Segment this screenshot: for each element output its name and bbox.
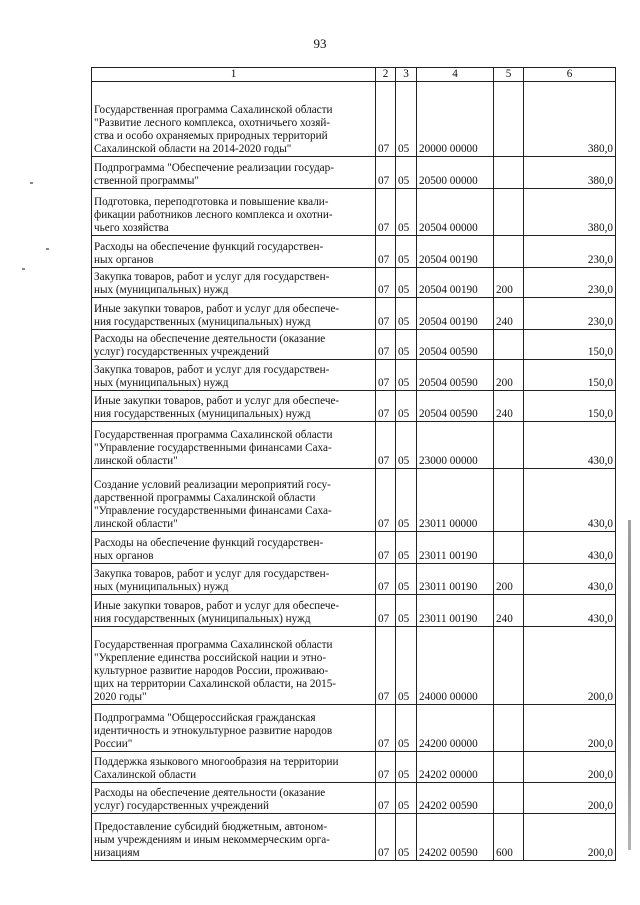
row-name-cell: Государственная программа Сахалинской области "Управление государственными финансами Саха- линской области" xyxy=(92,422,376,469)
row-name-cell: Расходы на обеспечение функций государствен- ных органов xyxy=(92,236,376,268)
row-expense-type-cell xyxy=(494,82,524,157)
row-name-cell: Подпрограмма "Общероссийская гражданская идентичность и этнокультурное развитие народов России" xyxy=(92,705,376,752)
row-target-code-cell: 20504 00190 xyxy=(417,236,494,268)
table-row xyxy=(92,783,616,814)
row-name-cell: Закупка товаров, работ и услуг для государствен- ных (муниципальных) нужд xyxy=(92,564,376,595)
row-subsection-cell: 05 xyxy=(396,268,417,298)
row-subsection-cell: 05 xyxy=(396,422,417,469)
table-row xyxy=(92,595,616,627)
row-subsection-cell: 05 xyxy=(396,298,417,330)
row-name-cell: Расходы на обеспечение функций государствен- ных органов xyxy=(92,532,376,564)
table-row xyxy=(92,360,616,391)
row-subsection-cell: 05 xyxy=(396,595,417,627)
row-expense-type-cell xyxy=(494,189,524,236)
row-name-cell: Государственная программа Сахалинской области "Укрепление единства российской нации и этно- культурное развитие народов России, проживаю- щих на территории Сахалинской области, на 2015- 2020 годы" xyxy=(92,627,376,705)
row-target-code-cell: 23011 00190 xyxy=(417,532,494,564)
header-col-5: 5 xyxy=(494,68,524,82)
page-number: 93 xyxy=(313,36,327,51)
row-section-cell: 07 xyxy=(376,189,396,236)
row-expense-type-cell: 240 xyxy=(494,298,524,330)
row-amount-cell: 150,0 xyxy=(524,360,616,391)
row-name-cell: Иные закупки товаров, работ и услуг для обеспече- ния государственных (муниципальных) нужд xyxy=(92,595,376,627)
row-subsection-cell: 05 xyxy=(396,705,417,752)
scan-speck xyxy=(30,182,33,184)
row-subsection-cell: 05 xyxy=(396,157,417,189)
row-subsection-cell: 05 xyxy=(396,391,417,422)
row-amount-cell: 430,0 xyxy=(524,469,616,532)
row-section-cell: 07 xyxy=(376,360,396,391)
row-name-cell: Подготовка, переподготовка и повышение квали- фикации работников лесного комплекса и охотни- чьего хозяйства xyxy=(92,189,376,236)
row-expense-type-cell xyxy=(494,627,524,705)
table-row xyxy=(92,814,616,861)
table-header-row xyxy=(92,68,616,82)
row-subsection-cell: 05 xyxy=(396,783,417,814)
row-name-cell: Иные закупки товаров, работ и услуг для обеспече- ния государственных (муниципальных) нужд xyxy=(92,298,376,330)
row-expense-type-cell xyxy=(494,157,524,189)
header-col-3: 3 xyxy=(396,68,417,82)
table-row xyxy=(92,189,616,236)
row-expense-type-cell xyxy=(494,705,524,752)
row-amount-cell: 380,0 xyxy=(524,82,616,157)
row-amount-cell: 380,0 xyxy=(524,189,616,236)
row-amount-cell: 430,0 xyxy=(524,422,616,469)
table-row xyxy=(92,627,616,705)
row-amount-cell: 430,0 xyxy=(524,532,616,564)
row-target-code-cell: 24202 00590 xyxy=(417,814,494,861)
row-section-cell: 07 xyxy=(376,236,396,268)
row-amount-cell: 200,0 xyxy=(524,705,616,752)
row-section-cell: 07 xyxy=(376,82,396,157)
row-name-cell: Предоставление субсидий бюджетным, автоном- ным учреждениям и иным некоммерческим орга- низациям xyxy=(92,814,376,861)
row-section-cell: 07 xyxy=(376,422,396,469)
row-section-cell: 07 xyxy=(376,627,396,705)
row-name-cell: Расходы на обеспечение деятельности (оказание услуг) государственных учреждений xyxy=(92,330,376,360)
row-subsection-cell: 05 xyxy=(396,814,417,861)
row-target-code-cell: 20504 00000 xyxy=(417,189,494,236)
table-row xyxy=(92,469,616,532)
header-col-2: 2 xyxy=(376,68,396,82)
row-section-cell: 07 xyxy=(376,705,396,752)
row-target-code-cell: 23011 00000 xyxy=(417,469,494,532)
row-expense-type-cell xyxy=(494,783,524,814)
table-row xyxy=(92,157,616,189)
row-target-code-cell: 20504 00590 xyxy=(417,360,494,391)
table-row xyxy=(92,391,616,422)
row-section-cell: 07 xyxy=(376,532,396,564)
row-target-code-cell: 24200 00000 xyxy=(417,705,494,752)
row-target-code-cell: 20504 00590 xyxy=(417,391,494,422)
row-amount-cell: 200,0 xyxy=(524,627,616,705)
row-subsection-cell: 05 xyxy=(396,564,417,595)
row-expense-type-cell xyxy=(494,469,524,532)
row-subsection-cell: 05 xyxy=(396,330,417,360)
row-amount-cell: 200,0 xyxy=(524,783,616,814)
row-section-cell: 07 xyxy=(376,330,396,360)
row-expense-type-cell: 200 xyxy=(494,268,524,298)
row-section-cell: 07 xyxy=(376,595,396,627)
row-section-cell: 07 xyxy=(376,469,396,532)
row-expense-type-cell xyxy=(494,330,524,360)
row-expense-type-cell xyxy=(494,422,524,469)
row-expense-type-cell: 240 xyxy=(494,595,524,627)
row-amount-cell: 230,0 xyxy=(524,298,616,330)
row-amount-cell: 230,0 xyxy=(524,236,616,268)
scan-speck xyxy=(22,268,25,270)
row-section-cell: 07 xyxy=(376,564,396,595)
row-amount-cell: 430,0 xyxy=(524,564,616,595)
table-row xyxy=(92,564,616,595)
row-expense-type-cell: 200 xyxy=(494,564,524,595)
row-expense-type-cell xyxy=(494,532,524,564)
row-subsection-cell: 05 xyxy=(396,189,417,236)
row-section-cell: 07 xyxy=(376,752,396,783)
row-amount-cell: 200,0 xyxy=(524,752,616,783)
row-section-cell: 07 xyxy=(376,814,396,861)
row-expense-type-cell: 240 xyxy=(494,391,524,422)
row-name-cell: Подпрограмма "Обеспечение реализации государ- ственной программы" xyxy=(92,157,376,189)
scan-edge-mark xyxy=(628,520,631,850)
row-target-code-cell: 23000 00000 xyxy=(417,422,494,469)
row-target-code-cell: 20504 00590 xyxy=(417,330,494,360)
row-section-cell: 07 xyxy=(376,268,396,298)
row-section-cell: 07 xyxy=(376,298,396,330)
table-row xyxy=(92,330,616,360)
row-target-code-cell: 20504 00190 xyxy=(417,298,494,330)
row-name-cell: Государственная программа Сахалинской области "Развитие лесного комплекса, охотничьего хозяй- ства и особо охраняемых природных территорий Сахалинской области на 2014-2020 годы" xyxy=(92,82,376,157)
row-target-code-cell: 20500 00000 xyxy=(417,157,494,189)
budget-table xyxy=(91,67,616,861)
row-subsection-cell: 05 xyxy=(396,360,417,391)
row-target-code-cell: 23011 00190 xyxy=(417,564,494,595)
table-row xyxy=(92,298,616,330)
row-name-cell: Создание условий реализации мероприятий госу- дарственной программы Сахалинской области "Управление государственными финансами Саха- линской области" xyxy=(92,469,376,532)
row-section-cell: 07 xyxy=(376,391,396,422)
row-subsection-cell: 05 xyxy=(396,532,417,564)
row-subsection-cell: 05 xyxy=(396,82,417,157)
table-row xyxy=(92,752,616,783)
table-row xyxy=(92,236,616,268)
row-expense-type-cell xyxy=(494,752,524,783)
row-target-code-cell: 24000 00000 xyxy=(417,627,494,705)
row-subsection-cell: 05 xyxy=(396,236,417,268)
row-amount-cell: 150,0 xyxy=(524,330,616,360)
header-col-6: 6 xyxy=(524,68,616,82)
row-section-cell: 07 xyxy=(376,157,396,189)
table-row xyxy=(92,268,616,298)
table-row xyxy=(92,532,616,564)
row-subsection-cell: 05 xyxy=(396,627,417,705)
row-section-cell: 07 xyxy=(376,783,396,814)
row-name-cell: Иные закупки товаров, работ и услуг для обеспече- ния государственных (муниципальных) нужд xyxy=(92,391,376,422)
row-amount-cell: 430,0 xyxy=(524,595,616,627)
scan-speck xyxy=(46,248,49,250)
row-amount-cell: 150,0 xyxy=(524,391,616,422)
row-expense-type-cell: 600 xyxy=(494,814,524,861)
table-row xyxy=(92,82,616,157)
row-name-cell: Закупка товаров, работ и услуг для государствен- ных (муниципальных) нужд xyxy=(92,360,376,391)
row-expense-type-cell xyxy=(494,236,524,268)
row-target-code-cell: 24202 00590 xyxy=(417,783,494,814)
row-target-code-cell: 24202 00000 xyxy=(417,752,494,783)
row-subsection-cell: 05 xyxy=(396,469,417,532)
row-amount-cell: 230,0 xyxy=(524,268,616,298)
row-name-cell: Расходы на обеспечение деятельности (оказание услуг) государственных учреждений xyxy=(92,783,376,814)
row-target-code-cell: 20504 00190 xyxy=(417,268,494,298)
row-name-cell: Поддержка языкового многообразия на территории Сахалинской области xyxy=(92,752,376,783)
row-target-code-cell: 23011 00190 xyxy=(417,595,494,627)
row-amount-cell: 200,0 xyxy=(524,814,616,861)
table-row xyxy=(92,422,616,469)
row-name-cell: Закупка товаров, работ и услуг для государствен- ных (муниципальных) нужд xyxy=(92,268,376,298)
header-col-4: 4 xyxy=(417,68,494,82)
row-subsection-cell: 05 xyxy=(396,752,417,783)
row-expense-type-cell: 200 xyxy=(494,360,524,391)
row-target-code-cell: 20000 00000 xyxy=(417,82,494,157)
row-amount-cell: 380,0 xyxy=(524,157,616,189)
header-col-1: 1 xyxy=(92,68,376,82)
table-row xyxy=(92,705,616,752)
